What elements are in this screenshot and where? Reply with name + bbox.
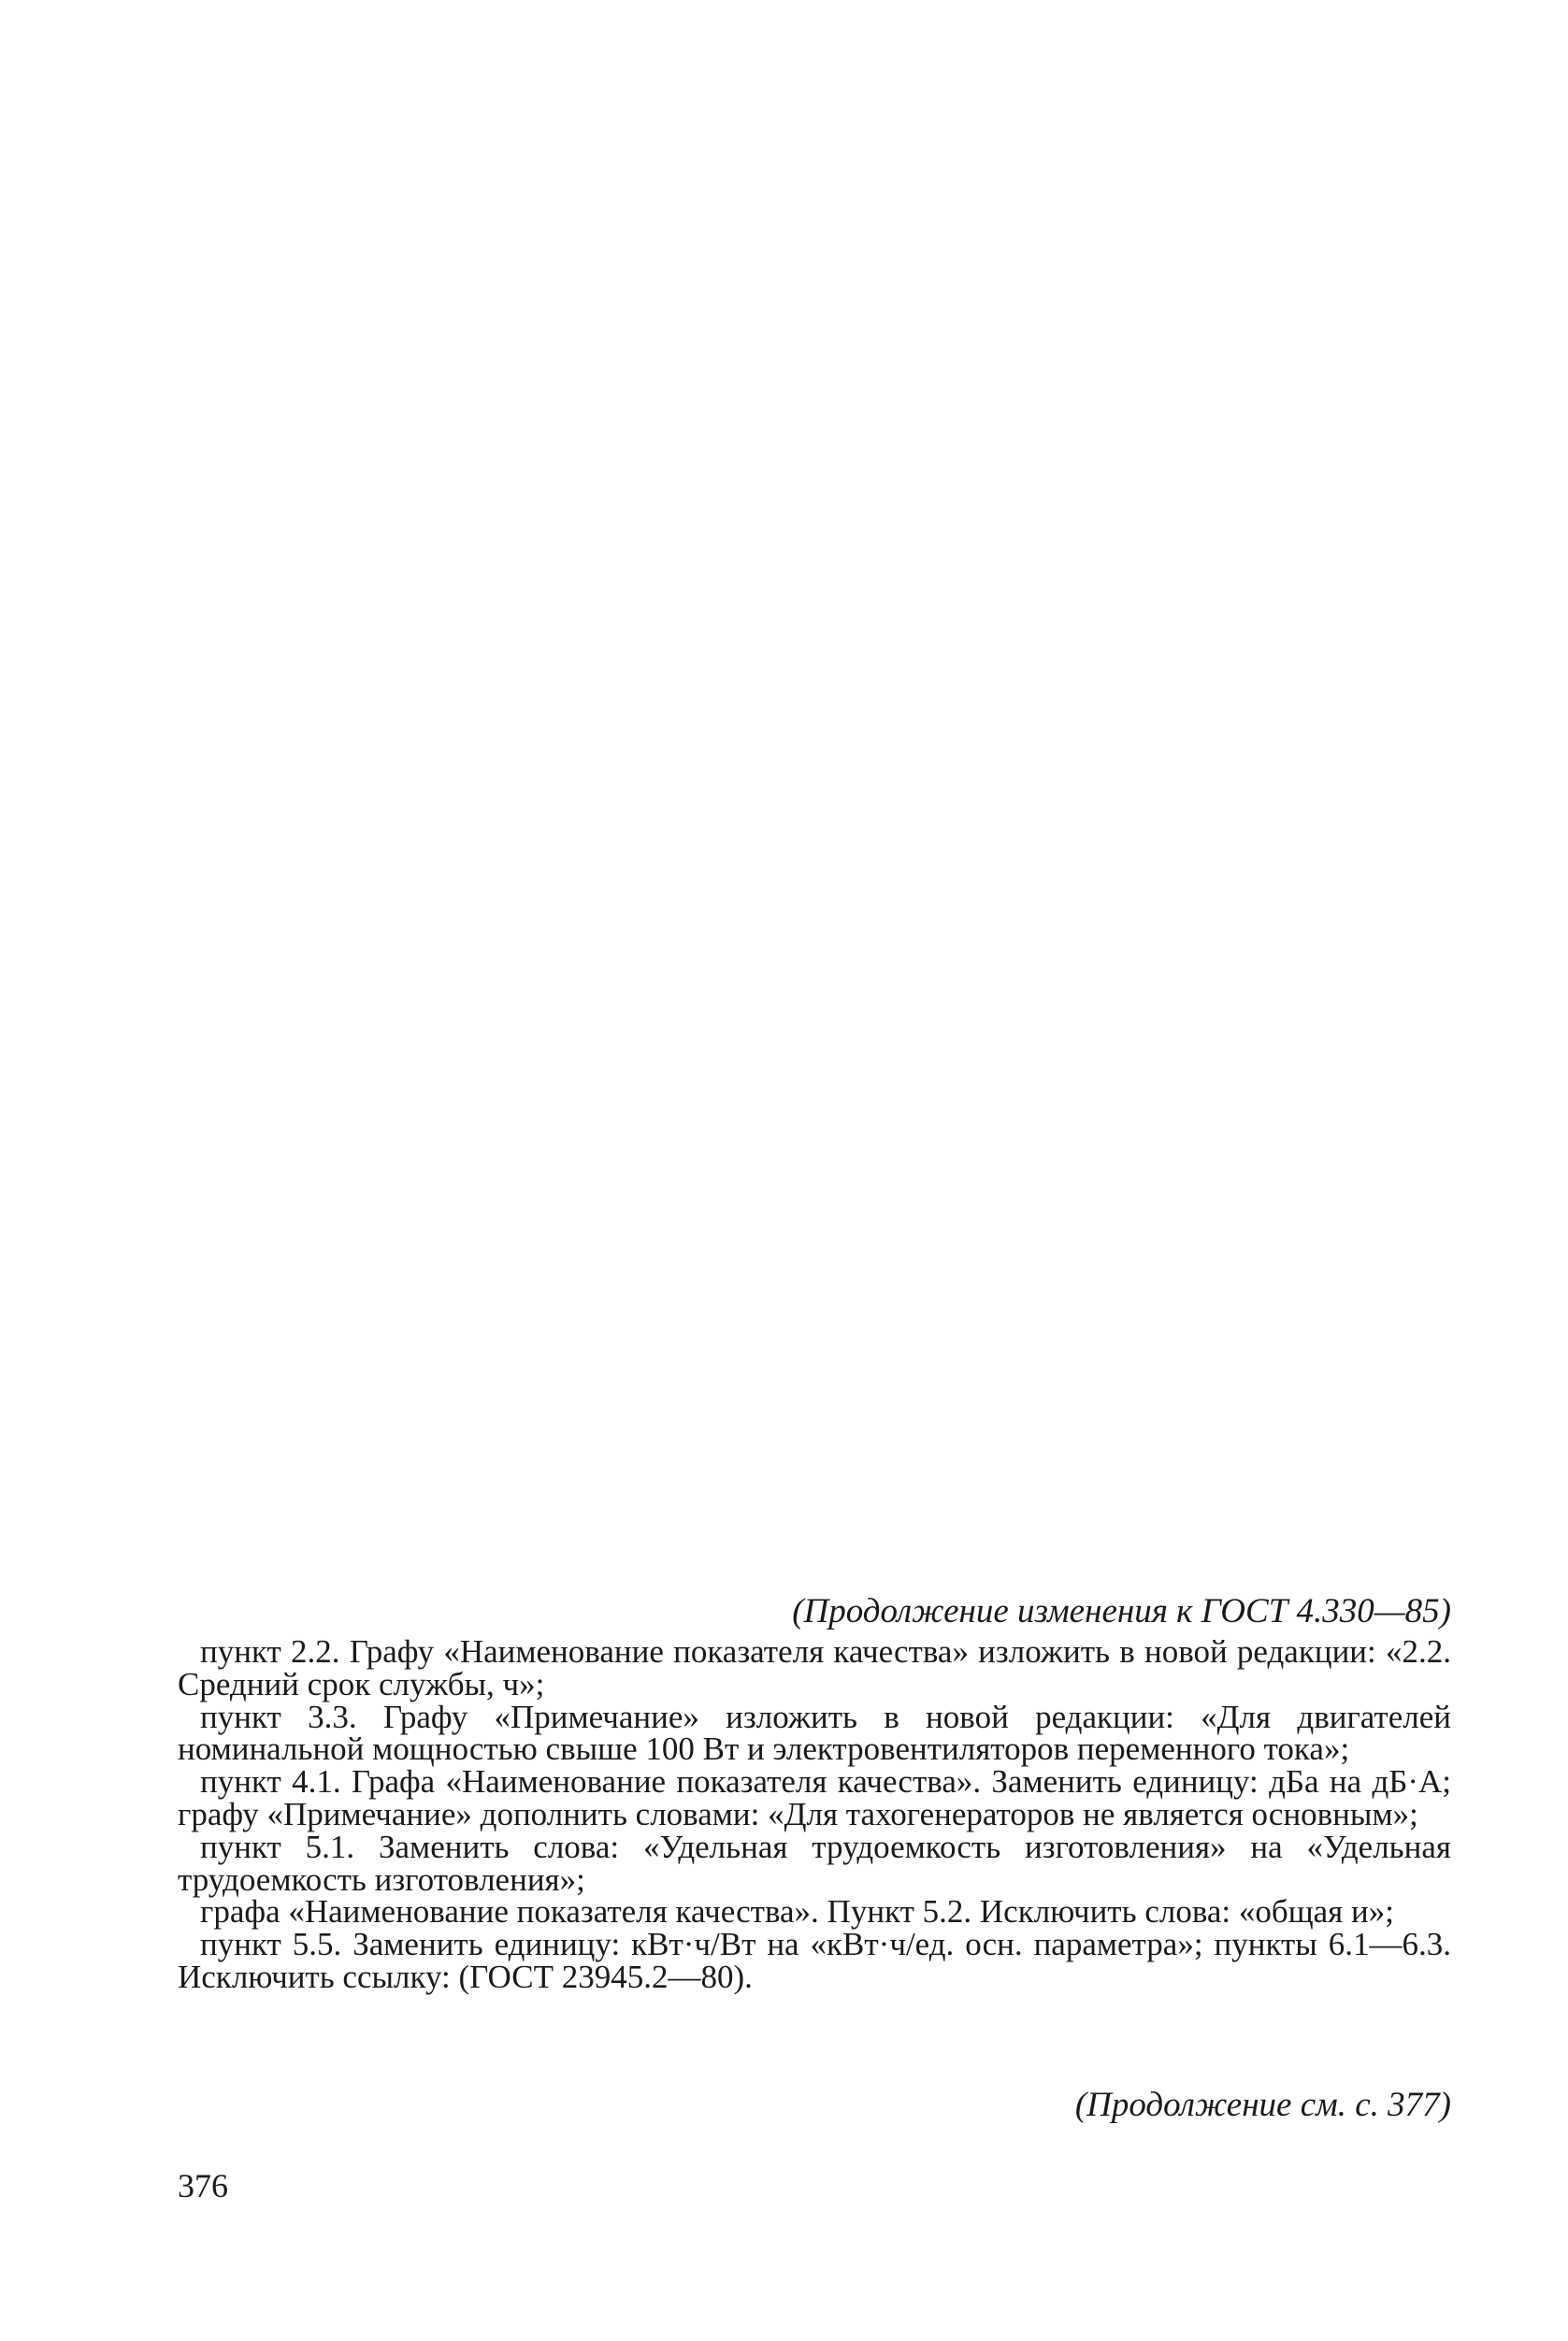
paragraph-5-1: пункт 5.1. Заменить слова: «Удельная трудоемкость изготовления» на «Удельная трудоемкость изготовления»; [178,1828,1451,1898]
page-number: 376 [178,2167,228,2205]
continuation-header: (Продолжение изменения к ГОСТ 4.330—85) [792,1592,1451,1630]
paragraph-4-1: пункт 4.1. Графа «Наименование показателя качества». Заменить единицу: дБа на дБ·А; графу «Примечание» дополнить словами: «Для тахогенераторов не является основным»; [178,1763,1451,1832]
amendment-text [178,1633,1451,1995]
paragraph-5-2: графа «Наименование показателя качества». Пункт 5.2. Исключить слова: «общая и»; [200,1893,1394,1931]
paragraph-2-2: пункт 2.2. Графу «Наименование показателя качества» изложить в новой редакции: «2.2. Средний срок службы, ч»; [178,1633,1451,1702]
paragraph-3-3: пункт 3.3. Графу «Примечание» изложить в новой редакции: «Для двигателей номинальной мощностью свыше 100 Вт и электровентиляторов переменного тока»; [178,1698,1451,1768]
paragraph-5-5: пункт 5.5. Заменить единицу: кВт·ч/Вт на «кВт·ч/ед. осн. параметра»; пункты 6.1—6.3. Исключить ссылку: (ГОСТ 23945.2—80). [178,1926,1451,1995]
continuation-footer: (Продолжение см. с. 377) [1074,2086,1451,2124]
